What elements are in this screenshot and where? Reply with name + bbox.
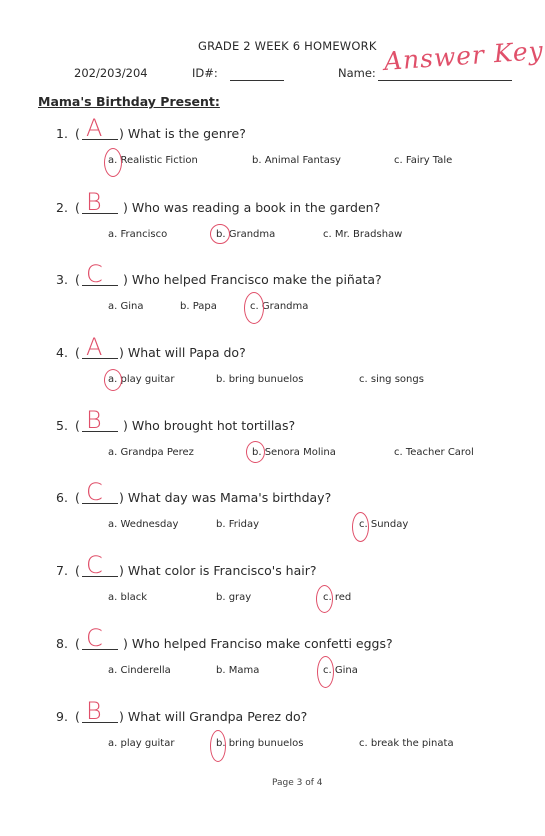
question-text: ) Who helped Franciso make confetti eggs? [123, 636, 393, 651]
answer-circle [316, 585, 333, 613]
worksheet-title: GRADE 2 WEEK 6 HOMEWORK [198, 39, 377, 53]
question-number: 1. [56, 126, 68, 141]
option-a: a. Realistic Fiction [108, 155, 198, 166]
answer-circle [317, 656, 334, 688]
question-1 [0, 114, 518, 196]
option-c: c. Teacher Carol [394, 447, 474, 458]
page-number: Page 3 of 4 [272, 778, 323, 788]
question-text: ) What will Grandpa Perez do? [119, 709, 308, 724]
question-text: ) Who brought hot tortillas? [123, 418, 296, 433]
option-c: c. Sunday [359, 519, 409, 530]
option-c: c. sing songs [359, 374, 424, 385]
option-c: c. Gina [323, 665, 358, 676]
option-a: a. play guitar [108, 374, 175, 385]
option-a: a. Grandpa Perez [108, 447, 194, 458]
answer-circle [210, 730, 226, 762]
handwritten-answer: C [86, 478, 103, 506]
id-blank-line [230, 80, 284, 81]
option-b: b. gray [216, 592, 252, 603]
question-number: 2. [56, 200, 68, 215]
question-text: ) Who was reading a book in the garden? [123, 200, 381, 215]
handwritten-answer: B [86, 697, 102, 725]
question-7 [0, 551, 518, 633]
name-label: Name: [338, 66, 376, 80]
option-b: b. bring bunuelos [216, 738, 304, 749]
class-numbers: 202/203/204 [74, 66, 148, 80]
answer-circle [104, 369, 122, 391]
question-number: 3. [56, 272, 68, 287]
option-c: c. Fairy Tale [394, 155, 453, 166]
option-b: b. Senora Molina [252, 447, 336, 458]
option-a: a. black [108, 592, 148, 603]
question-text: ) What is the genre? [119, 126, 246, 141]
open-paren: ( [75, 345, 80, 360]
open-paren: ( [75, 272, 80, 287]
option-c: c. break the pinata [359, 738, 454, 749]
handwritten-answer: C [86, 260, 103, 288]
question-number: 9. [56, 709, 68, 724]
question-8 [0, 624, 518, 706]
question-number: 4. [56, 345, 68, 360]
option-b: b. Papa [180, 301, 217, 312]
id-label: ID#: [192, 66, 218, 80]
answer-circle [104, 148, 122, 177]
question-4 [0, 333, 518, 415]
option-a: a. Cinderella [108, 665, 171, 676]
open-paren: ( [75, 490, 80, 505]
question-text: ) What will Papa do? [119, 345, 246, 360]
open-paren: ( [75, 418, 80, 433]
answer-circle [352, 512, 369, 542]
question-5 [0, 406, 518, 488]
option-c: c. Mr. Bradshaw [323, 229, 403, 240]
answer-circle [246, 441, 265, 463]
option-a: a. play guitar [108, 738, 175, 749]
handwritten-answer: B [86, 188, 102, 216]
option-a: a. Francisco [108, 229, 168, 240]
open-paren: ( [75, 126, 80, 141]
question-6 [0, 478, 518, 560]
question-9 [0, 697, 518, 779]
answer-key-handwriting: Answer Key [382, 35, 545, 76]
handwritten-answer: C [86, 624, 103, 652]
option-c: c. Grandma [250, 301, 309, 312]
question-number: 6. [56, 490, 68, 505]
option-b: b. Animal Fantasy [252, 155, 341, 166]
option-a: a. Wednesday [108, 519, 179, 530]
question-text: ) What day was Mama's birthday? [119, 490, 332, 505]
question-text: ) What color is Francisco's hair? [119, 563, 317, 578]
question-text: ) Who helped Francisco make the piñata? [123, 272, 382, 287]
open-paren: ( [75, 709, 80, 724]
question-3 [0, 260, 518, 342]
name-blank-line [378, 80, 512, 81]
handwritten-answer: C [86, 551, 103, 579]
option-b: b. Friday [216, 519, 260, 530]
handwritten-answer: A [86, 114, 103, 142]
option-c: c. red [323, 592, 352, 603]
open-paren: ( [75, 200, 80, 215]
handwritten-answer: A [86, 333, 103, 361]
question-2 [0, 188, 518, 270]
option-b: b. Mama [216, 665, 260, 676]
story-title: Mama's Birthday Present: [38, 94, 220, 109]
question-number: 7. [56, 563, 68, 578]
handwritten-answer: B [86, 406, 102, 434]
answer-circle [210, 224, 230, 244]
option-b: b. bring bunuelos [216, 374, 304, 385]
option-a: a. Gina [108, 301, 144, 312]
question-number: 5. [56, 418, 68, 433]
question-number: 8. [56, 636, 68, 651]
answer-circle [244, 292, 264, 324]
open-paren: ( [75, 563, 80, 578]
open-paren: ( [75, 636, 80, 651]
option-b: b. Grandma [216, 229, 276, 240]
